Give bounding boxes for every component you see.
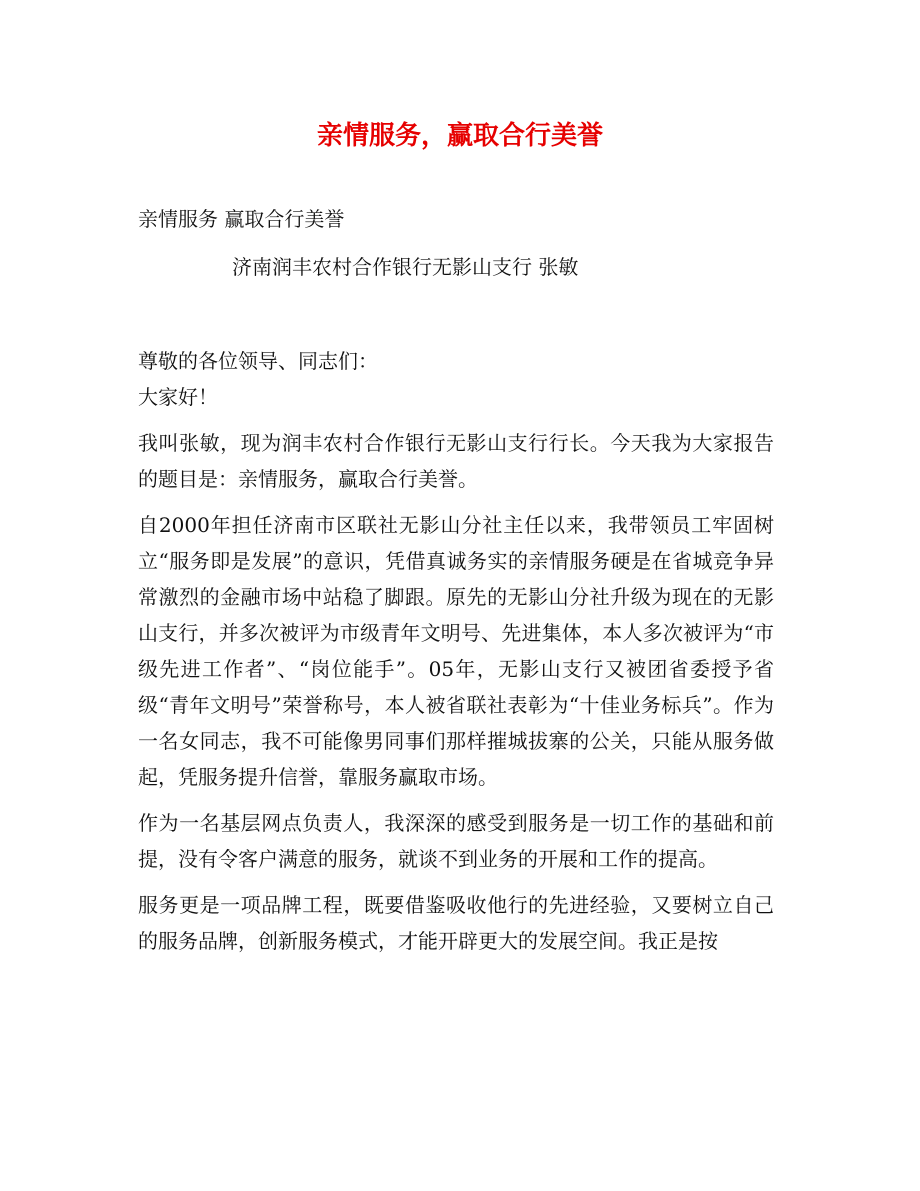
- salutation: 尊敬的各位领导、同志们：: [138, 349, 378, 373]
- greeting: 大家好！: [138, 385, 218, 409]
- paragraph: 我叫张敏，现为润丰农村合作银行无影山支行行长。今天我为大家报告的题目是：亲情服务，赢取合行美誉。: [138, 431, 774, 491]
- author-line: 济南润丰农村合作银行无影山支行 张敏: [232, 255, 579, 279]
- paragraph: 服务更是一项品牌工程，既要借鉴吸收他行的先进经验，又要树立自己的服务品牌，创新服务模式，才能开辟更大的发展空间。我正是按: [138, 893, 774, 953]
- document-body: [138, 343, 774, 969]
- document-title: 亲情服务，赢取合行美誉: [316, 121, 603, 151]
- document-subtitle: 亲情服务 赢取合行美誉: [138, 207, 345, 231]
- paragraph: 作为一名基层网点负责人，我深深的感受到服务是一切工作的基础和前提，没有令客户满意的服务，就谈不到业务的开展和工作的提高。: [138, 811, 774, 871]
- paragraph: 自2000年担任济南市区联社无影山分社主任以来，我带领员工牢固树立“服务即是发展”的意识，凭借真诚务实的亲情服务硬是在省城竞争异常激烈的金融市场中站稳了脚跟。原先的无影山分社升级为现在的无影山支行，并多次被评为市级青年文明号、先进集体，本人多次被评为“市级先进工作者”、“岗位能手”。05年，无影山支行又被团省委授予省级“青年文明号”荣誉称号，本人被省联社表彰为“十佳业务标兵”。作为一名女同志，我不可能像男同事们那样摧城拔寨的公关，只能从服务做起，凭服务提升信誉，靠服务赢取市场。: [138, 513, 774, 789]
